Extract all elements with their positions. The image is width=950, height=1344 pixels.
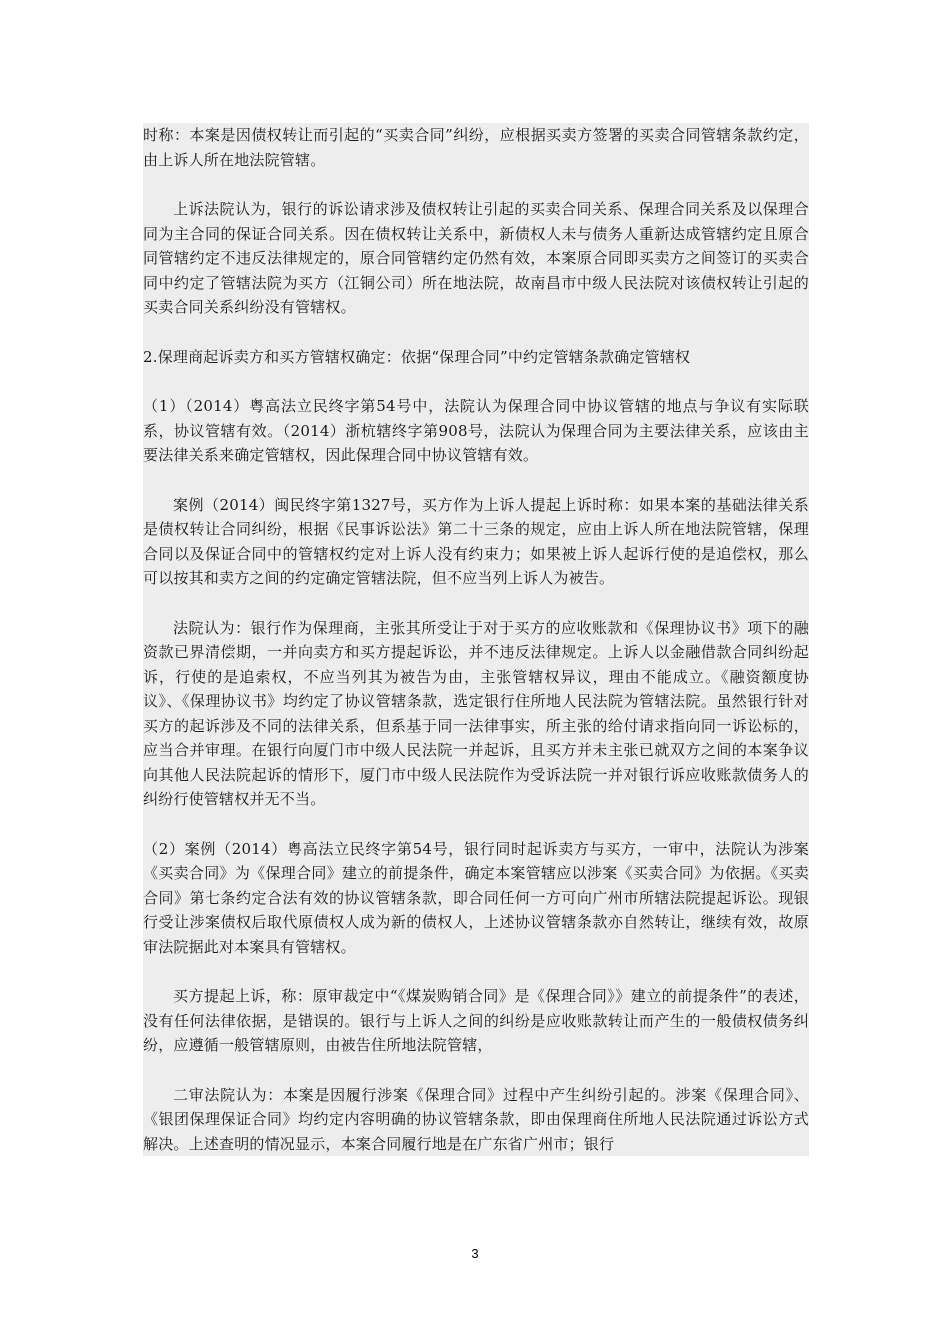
paragraph-gap xyxy=(143,468,809,493)
paragraph-gap xyxy=(143,172,809,197)
paragraph-4: （1）（2014）粤高法立民终字第54号中，法院认为保理合同中协议管辖的地点与争议有实际联系，协议管辖有效。（2014）浙杭辖终字第908号，法院认为保理合同为主要法律关系，应该由主要法律关系来确定管辖权，因此保理合同中协议管辖有效。 xyxy=(143,397,809,464)
paragraph-8: 买方提起上诉，称：原审裁定中“《煤炭购销合同》是《保理合同》》建立的前提条件”的表述，没有任何法律依据，是错误的。银行与上诉人之间的纠纷是应收账款转让而产生的一般债权债务纠纷，应遵循一般管辖原则，由被告住所地法院管辖， xyxy=(143,987,809,1054)
paragraph-gap xyxy=(143,320,809,345)
paragraph-gap xyxy=(143,1058,809,1083)
paragraph-1: 时称：本案是因债权转让而引起的“买卖合同”纠纷，应根据买卖方签署的买卖合同管辖条款约定，由上诉人所在地法院管辖。 xyxy=(143,126,809,169)
paragraph-5: 案例（2014）闽民终字第1327号，买方作为上诉人提起上诉时称：如果本案的基础法律关系是债权转让合同纠纷，根据《民事诉讼法》第二十三条的规定，应由上诉人所在地法院管辖，保理合同以及保证合同中的管辖权约定对上诉人没有约束力；如果被上诉人起诉行使的是追偿权，那么可以按其和卖方之间的约定确定管辖法院，但不应当列上诉人为被告。 xyxy=(143,495,809,587)
page-number: 3 xyxy=(471,1246,479,1261)
paragraph-gap xyxy=(143,369,809,394)
paragraph-gap xyxy=(143,959,809,984)
paragraph-6: 法院认为：银行作为保理商，主张其所受让于对于买方的应收账款和《保理协议书》项下的融资款已界清偿期，一并向卖方和买方提起诉讼，并不违反法律规定。上诉人以金融借款合同纠纷起诉，行使的是追索权，不应当列其为被告为由，主张管辖权异议，理由不能成立。《融资额度协议》、《保理协议书》均约定了协议管辖条款，选定银行住所地人民法院为管辖法院。虽然银行针对买方的起诉涉及不同的法律关系，但系基于同一法律事实，所主张的给付请求指向同一诉讼标的，应当合并审理。在银行向厦门市中级人民法院一并起诉，且买方并未主张已就双方之间的本案争议向其他人民法院起诉的情形下，厦门市中级人民法院作为受诉法院一并对银行诉应收账款债务人的纠纷行使管辖权并无不当。 xyxy=(143,618,809,808)
paragraph-gap xyxy=(143,812,809,837)
paragraph-gap xyxy=(143,591,809,616)
document-body xyxy=(143,123,809,1156)
paragraph-2: 上诉法院认为，银行的诉讼请求涉及债权转让引起的买卖合同关系、保理合同关系及以保理合同为主合同的保证合同关系。因在债权转让关系中，新债权人未与债务人重新达成管辖约定且原合同管辖约定不违反法律规定的，原合同管辖约定仍然有效，本案原合同即买卖方之间签订的买卖合同中约定了管辖法院为买方（江铜公司）所在地法院，故南昌市中级人民法院对该债权转让引起的买卖合同关系纠纷没有管辖权。 xyxy=(143,200,809,316)
paragraph-7: （2）案例（2014）粤高法立民终字第54号，银行同时起诉卖方与买方，一审中，法院认为涉案《买卖合同》为《保理合同》建立的前提条件，确定本案管辖应以涉案《买卖合同》为依据。《买卖合同》第七条约定合法有效的协议管辖条款，即合同任何一方可向广州市所辖法院提起诉讼。现银行受让涉案债权后取代原债权人成为新的债权人，上述协议管辖条款亦自然转让，继续有效，故原审法院据此对本案具有管辖权。 xyxy=(143,839,809,956)
paragraph-9: 二审法院认为：本案是因履行涉案《保理合同》过程中产生纠纷引起的。涉案《保理合同》、《银团保理保证合同》均约定内容明确的协议管辖条款，即由保理商住所地人民法院通过诉讼方式解决。上述查明的情况显示，本案合同履行地是在广东省广州市；银行 xyxy=(143,1085,809,1153)
section-heading: 2.保理商起诉卖方和买方管辖权确定：依据“保理合同”中约定管辖条款确定管辖权 xyxy=(143,347,691,366)
